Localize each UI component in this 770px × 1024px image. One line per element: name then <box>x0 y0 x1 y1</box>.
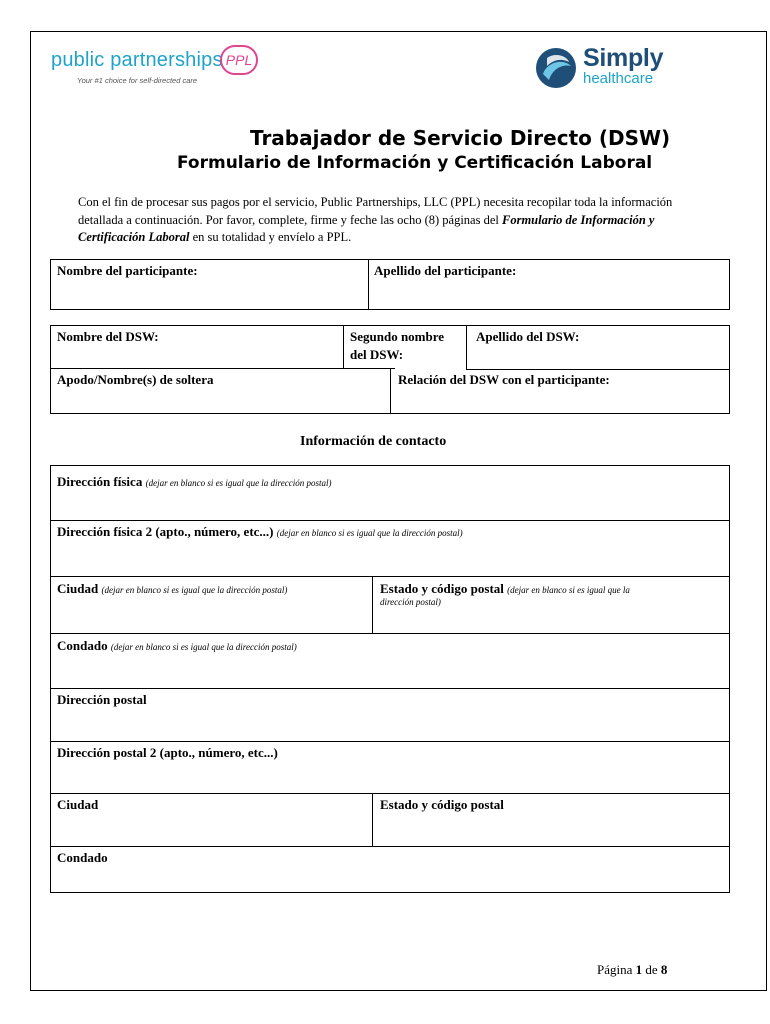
intro-form-name: Formulario de Información y Certificación Laboral <box>78 212 655 244</box>
dsw-divider-2 <box>466 325 467 369</box>
page-number: Página 1 de 8 <box>597 962 668 977</box>
city-label: Ciudad (dejar en blanco si es igual que la dirección postal) <box>57 581 288 596</box>
dsw-row-divider-right <box>466 369 730 370</box>
contact-row-7 <box>50 846 730 847</box>
ppl-badge-icon: PPL <box>220 45 258 75</box>
mailing-city-label: Ciudad <box>57 797 99 812</box>
county-label: Condado (dejar en blanco si es igual que la dirección postal) <box>57 638 297 653</box>
dsw-nickname-label: Apodo/Nombre(s) de soltera <box>57 372 214 387</box>
state-zip-label: Estado y código postal (dejar en blanco si es igual que la <box>380 581 630 596</box>
participant-last-name-label: Apellido del participante: <box>374 263 517 278</box>
participant-first-name-field[interactable] <box>52 280 366 308</box>
mailing-address-2-label: Dirección postal 2 (apto., número, etc...) <box>57 745 278 760</box>
intro-text-before: Con el fin de procesar sus pagos por el servicio, Public Partnerships, LLC (PPL) necesita recopilar toda la información detallada a continuación. Por favor, complete, firme y feche las ocho (8) páginas del <box>78 195 673 227</box>
dsw-first-name-label: Nombre del DSW: <box>57 329 159 344</box>
simply-healthcare-logo <box>533 44 683 94</box>
intro-text-after: en su totalidad y envíelo a PPL. <box>189 230 352 244</box>
contact-row-5 <box>50 741 730 742</box>
mailing-address-label: Dirección postal <box>57 692 147 707</box>
form-title: Trabajador de Servicio Directo (DSW) <box>250 126 671 150</box>
contact-row-2 <box>50 576 730 577</box>
physical-address-2-label: Dirección física 2 (apto., número, etc...) (dejar en blanco si es igual que la dirección postal) <box>57 524 463 539</box>
contact-section-title: Información de contacto <box>300 434 447 449</box>
contact-row-3 <box>50 633 730 634</box>
intro-paragraph <box>78 194 708 247</box>
ppl-tagline: Your #1 choice for self-directed care <box>77 76 198 85</box>
contact-row-1 <box>50 520 730 521</box>
simply-name: Simply <box>583 44 664 72</box>
participant-last-name-field[interactable] <box>370 280 728 308</box>
ppl-logo <box>51 45 266 90</box>
contact-row-6 <box>50 793 730 794</box>
participant-first-name-label: Nombre del participante: <box>57 263 198 278</box>
contact-row-4 <box>50 688 730 689</box>
dsw-relationship-label: Relación del DSW con el participante: <box>398 372 610 387</box>
dsw-row-divider-left <box>50 368 395 369</box>
dsw-middle-name-label-2: del DSW: <box>350 347 404 362</box>
healthcare-name: healthcare <box>583 70 654 87</box>
mailing-county-label: Condado <box>57 850 108 865</box>
mailing-state-zip-label: Estado y código postal <box>380 797 504 812</box>
state-zip-hint-line-2: dirección postal) <box>380 597 441 607</box>
dsw-divider-3 <box>390 368 391 414</box>
contact-city-divider <box>372 576 373 633</box>
dsw-divider-1 <box>343 325 344 369</box>
simply-swirl-icon <box>533 44 579 92</box>
contact-mailing-city-divider <box>372 793 373 846</box>
dsw-last-name-label: Apellido del DSW: <box>476 329 580 344</box>
dsw-middle-name-label-1: Segundo nombre <box>350 329 445 344</box>
ppl-wordmark: public partnerships <box>51 49 223 71</box>
form-subtitle: Formulario de Información y Certificación Laboral <box>177 153 653 173</box>
physical-address-label: Dirección física (dejar en blanco si es igual que la dirección postal) <box>57 474 332 489</box>
participant-divider <box>368 259 369 310</box>
